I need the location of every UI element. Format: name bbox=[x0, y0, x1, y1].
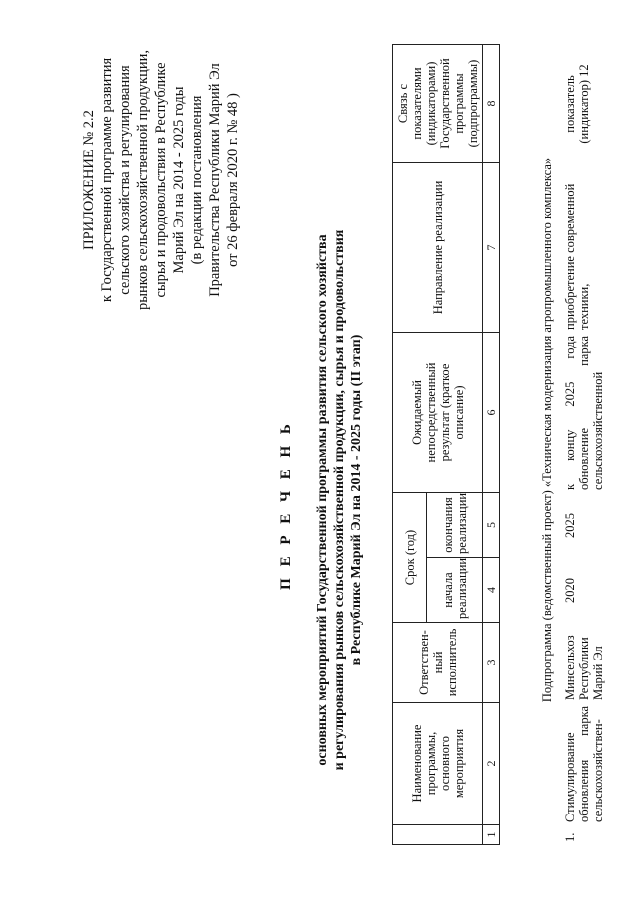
row-direction: приобретение современной техники, bbox=[563, 183, 591, 330]
column-number: 4 bbox=[483, 558, 500, 623]
measures-table-header bbox=[392, 44, 500, 845]
header-cell-link: Связь с показателями (индикаторами) Государственной программы (подпрограммы) bbox=[393, 45, 483, 163]
column-number: 3 bbox=[483, 623, 500, 703]
appendix-line: ПРИЛОЖЕНИЕ № 2.2 bbox=[81, 110, 97, 250]
column-number: 6 bbox=[483, 333, 500, 493]
row-indicator: показатель (индикатор) 12 bbox=[563, 64, 591, 144]
row-end-year: 2025 bbox=[563, 513, 577, 538]
subtitle-line: и регулирования рынков сельскохозяйственной продукции, сырья и продовольствия bbox=[332, 229, 347, 771]
document-title: П Е Р Е Ч Е Н Ь bbox=[278, 420, 294, 590]
subtitle-line: основных мероприятий Государственной программы развития сельского хозяйства bbox=[315, 234, 330, 766]
header-cell-end: окончания реализации bbox=[427, 493, 483, 558]
appendix-line: Марий Эл на 2014 - 2025 годы bbox=[171, 86, 187, 274]
header-cell-name: Наименование программы, основного мероприятия bbox=[393, 703, 483, 825]
subprogram-heading: Подпрограмма (ведомственный проект) «Техническая модернизация агропромышленного комплекса» bbox=[540, 157, 554, 703]
appendix-line: (в редакции постановления bbox=[189, 95, 205, 265]
header-cell-term: Срок (год) bbox=[393, 493, 427, 623]
table-row bbox=[562, 45, 606, 845]
header-cell-executor: Ответствен-ный исполнитель bbox=[393, 623, 483, 703]
row-number: 1. bbox=[563, 832, 577, 842]
header-cell-start: начала реализации bbox=[427, 558, 483, 623]
header-cell-direction: Направление реализации bbox=[393, 163, 483, 333]
row-result: к концу 2025 года обновление парка сельскохозяйственной bbox=[563, 336, 605, 490]
appendix-block bbox=[80, 10, 242, 350]
column-number: 2 bbox=[483, 703, 500, 825]
appendix-line: Правительства Республики Марий Эл bbox=[207, 63, 223, 297]
row-name: Стимулирование обновления парка сельскохозяйствен- bbox=[563, 706, 605, 822]
row-start-year: 2020 bbox=[563, 578, 577, 603]
header-cell-result: Ожидаемый непосредственный результат (краткое описание) bbox=[393, 333, 483, 493]
appendix-line: сырья и продовольствия в Республике bbox=[153, 62, 169, 298]
row-executor: Минсельхоз Республики Марий Эл bbox=[563, 635, 605, 700]
appendix-line: от 26 февраля 2020 г. № 48 ) bbox=[225, 93, 241, 267]
column-number: 7 bbox=[483, 163, 500, 333]
column-number: 5 bbox=[483, 493, 500, 558]
appendix-line: к Государственной программе развития bbox=[99, 57, 115, 303]
column-number: 8 bbox=[483, 45, 500, 163]
subtitle-line: в Республике Марий Эл на 2014 - 2025 годы (II этап) bbox=[349, 334, 364, 666]
measures-table-rows bbox=[562, 45, 606, 845]
document-subtitle bbox=[314, 135, 365, 865]
column-number: 1 bbox=[483, 825, 500, 845]
header-cell-number bbox=[393, 825, 483, 845]
appendix-line: сельского хозяйства и регулирования bbox=[117, 65, 133, 295]
appendix-line: рынков сельскохозяйственной продукции, bbox=[135, 50, 151, 310]
